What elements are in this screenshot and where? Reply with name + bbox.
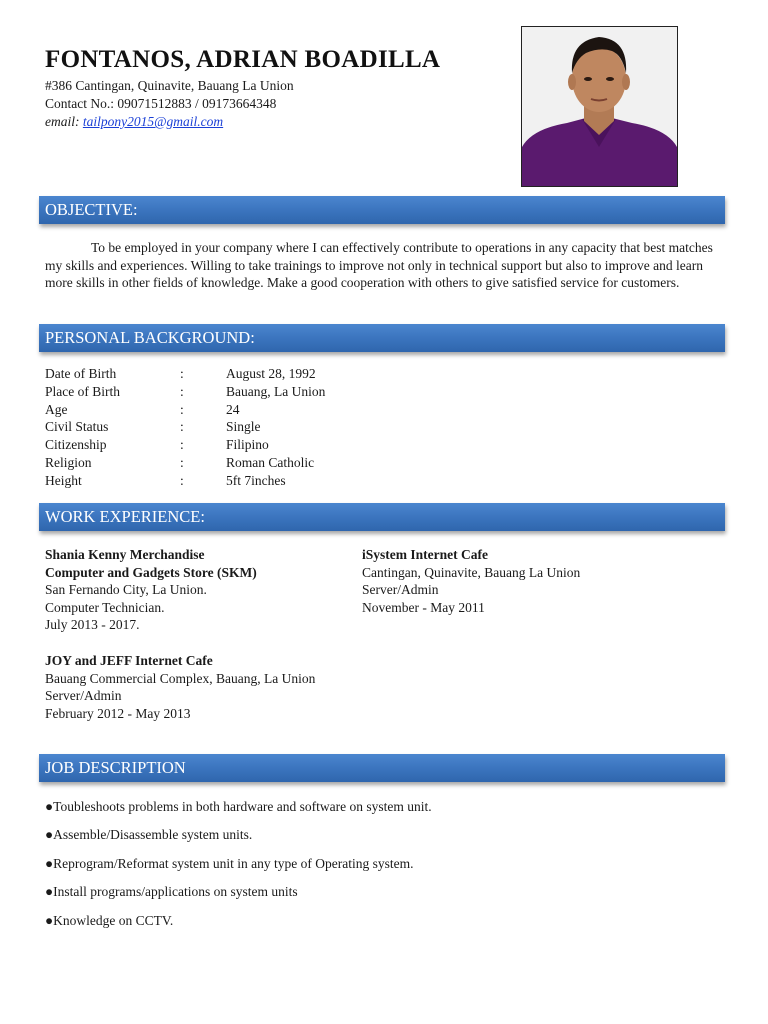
contact-number: Contact No.: 09071512883 / 09173664348	[45, 96, 277, 111]
section-personal-header: PERSONAL BACKGROUND:	[39, 324, 725, 352]
work-position: Server/Admin	[362, 582, 439, 597]
personal-label: Age	[45, 402, 68, 417]
personal-label: Date of Birth	[45, 366, 117, 381]
personal-colon: :	[180, 384, 184, 399]
work-location: San Fernando City, La Union.	[45, 582, 207, 597]
job-item: ●Toubleshoots problems in both hardware and software on system unit.	[45, 799, 432, 814]
work-position: Computer Technician.	[45, 599, 165, 615]
work-company: Shania Kenny Merchandise	[45, 547, 205, 562]
section-work-header: WORK EXPERIENCE:	[39, 503, 725, 531]
personal-value: Filipino	[226, 437, 269, 452]
personal-value: Single	[226, 419, 261, 434]
personal-value: 5ft 7inches	[226, 473, 286, 488]
objective-text: To be employed in your company where I can effectively contribute to operations in any capacity that best matches my skills and experiences. Willing to take trainings to improve not only in technical support but also to improve and learn more skills in other fields of knowledge. Make a good cooperation with others to give satisfied service for customers.	[45, 240, 713, 290]
work-period: February 2012 - May 2013	[45, 705, 191, 721]
email-line	[45, 113, 223, 131]
personal-label: Citizenship	[45, 437, 107, 452]
personal-colon: :	[180, 437, 184, 452]
work-location: Bauang Commercial Complex, Bauang, La Union	[45, 670, 316, 686]
personal-label: Place of Birth	[45, 384, 120, 399]
applicant-name: FONTANOS, ADRIAN BOADILLA	[45, 46, 441, 73]
work-period: July 2013 - 2017.	[45, 617, 140, 632]
work-company: JOY and JEFF Internet Cafe	[45, 653, 213, 668]
personal-label: Height	[45, 473, 82, 488]
personal-label: Religion	[45, 455, 92, 470]
personal-colon: :	[180, 419, 184, 434]
work-entry-skm	[45, 546, 257, 634]
personal-colon: :	[180, 366, 184, 381]
job-item: ●Install programs/applications on system units	[45, 884, 298, 899]
job-item: ●Assemble/Disassemble system units.	[45, 827, 253, 842]
job-item: ●Reprogram/Reformat system unit in any type of Operating system.	[45, 856, 414, 871]
email-label: email:	[45, 114, 83, 129]
personal-value: Bauang, La Union	[226, 384, 326, 399]
section-job-header: JOB DESCRIPTION	[39, 754, 725, 782]
work-position: Server/Admin	[45, 688, 122, 703]
work-entry-isystem	[362, 546, 580, 616]
personal-value: Roman Catholic	[226, 455, 315, 470]
work-location: Cantingan, Quinavite, Bauang La Union	[362, 564, 581, 580]
objective-paragraph	[45, 239, 725, 292]
personal-colon: :	[180, 455, 184, 470]
work-entry-joyjeff	[45, 652, 315, 722]
job-item: ●Knowledge on CCTV.	[45, 913, 174, 928]
personal-colon: :	[180, 473, 184, 488]
personal-label: Civil Status	[45, 419, 109, 434]
personal-colon: :	[180, 402, 184, 417]
applicant-photo	[521, 26, 678, 187]
address: #386 Cantingan, Quinavite, Bauang La Union	[45, 78, 294, 93]
work-company-subtitle: Computer and Gadgets Store (SKM)	[45, 564, 257, 580]
work-period: November - May 2011	[362, 599, 485, 615]
personal-value: 24	[226, 402, 240, 417]
personal-value: August 28, 1992	[226, 366, 316, 381]
section-objective-header: OBJECTIVE:	[39, 196, 725, 224]
email-link[interactable]: tailpony2015@gmail.com	[82, 114, 224, 129]
work-company: iSystem Internet Cafe	[362, 547, 488, 562]
person-photo-image	[522, 27, 677, 186]
